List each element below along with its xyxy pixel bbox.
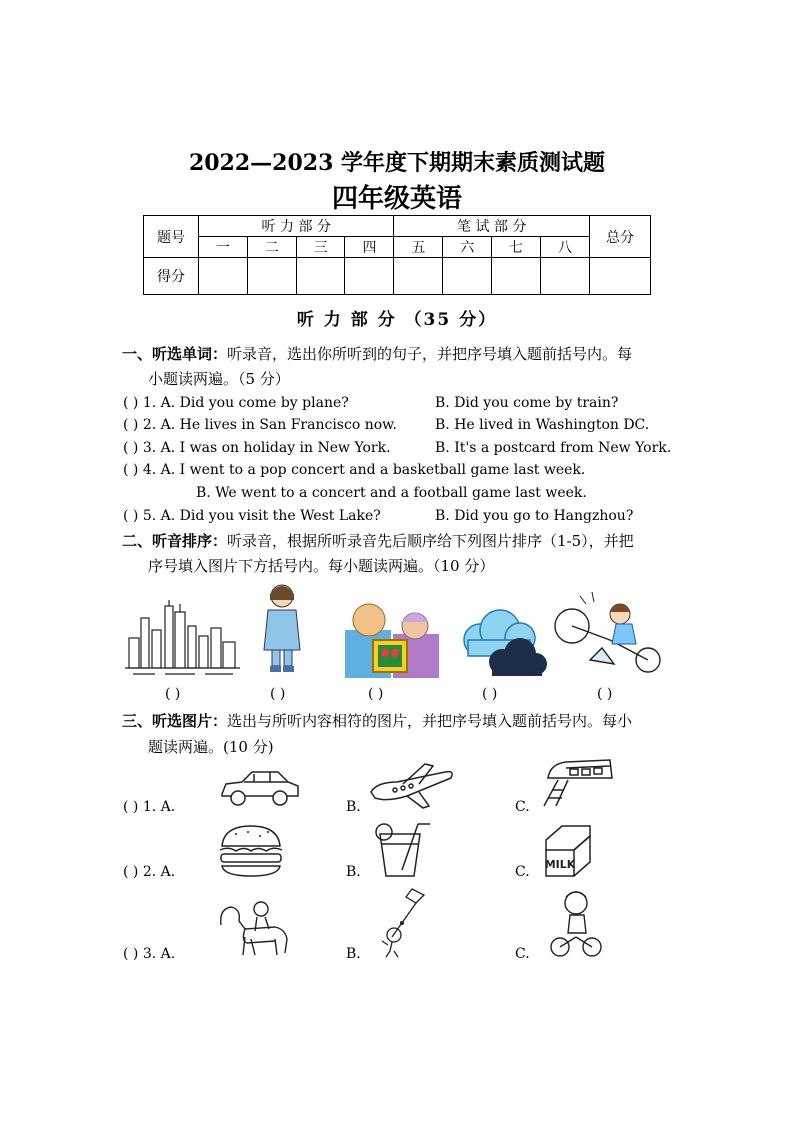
num-cell: 三 (296, 237, 345, 258)
part2-instr1: 听录音，根据所听录音先后顺序给下列图片排序（1-5），并把 (227, 532, 634, 550)
part2-line1 (122, 530, 634, 551)
plane-picture (367, 762, 457, 810)
order-bracket-1[interactable]: ( ) (165, 686, 181, 702)
milk-label: MILK (544, 858, 576, 871)
q5-a: ( ) 5. A. Did you visit the West Lake? (123, 508, 381, 524)
horse-rider-picture (215, 895, 295, 959)
order-bracket-4[interactable]: ( ) (482, 686, 498, 702)
boy-falling-picture (550, 590, 668, 676)
exam-title: 2022—2023 学年度下期期末素质测试题 (188, 150, 606, 176)
q5-b: B. Did you go to Hangzhou? (435, 508, 634, 524)
hamburger-picture (218, 824, 284, 878)
exam-subtitle: 四年级英语 (331, 184, 462, 214)
order-bracket-3[interactable]: ( ) (368, 686, 384, 702)
part3-heading: 三、听选图片： (122, 712, 228, 730)
q3-a: ( ) 3. A. I was on holiday in New York. (123, 440, 391, 456)
num-cell: 一 (199, 237, 248, 258)
grandparents-picture (345, 600, 441, 678)
q4-b: B. We went to a concert and a football game last week. (196, 485, 587, 501)
clouds-picture (458, 604, 550, 680)
boy-cycling-picture (548, 889, 604, 959)
score-blank[interactable] (590, 258, 651, 295)
score-blank[interactable] (540, 258, 589, 295)
score-blank[interactable] (443, 258, 492, 295)
score-blank[interactable] (492, 258, 541, 295)
total-cell: 总分 (590, 216, 651, 258)
order-bracket-5[interactable]: ( ) (597, 686, 613, 702)
num-cell: 四 (345, 237, 394, 258)
car-picture (218, 768, 302, 808)
score-table (143, 215, 651, 295)
defen-cell: 得分 (144, 258, 199, 295)
p3-q1-num: ( ) 1. A. (123, 799, 176, 815)
num-cell: 二 (247, 237, 296, 258)
kite-boy-picture (378, 887, 436, 959)
part1-line1 (122, 343, 632, 364)
part3-instr2: 题读两遍。(10 分) (148, 738, 274, 756)
listening-header: 听 力 部 分 (199, 216, 394, 237)
city-skyline-picture (125, 598, 240, 678)
q1-a: ( ) 1. A. Did you come by plane? (123, 395, 349, 411)
milk-picture (538, 822, 600, 878)
score-blank[interactable] (247, 258, 296, 295)
p3-q1-c: C. (515, 799, 530, 815)
p3-q2-num: ( ) 2. A. (123, 864, 176, 880)
q4-a: ( ) 4. A. I went to a pop concert and a basketball game last week. (123, 462, 586, 478)
q3-b: B. It's a postcard from New York. (435, 440, 672, 456)
train-picture (540, 756, 616, 808)
num-cell: 七 (492, 237, 541, 258)
juice-picture (372, 822, 434, 878)
part3-instr1: 选出与所听内容相符的图片，并把序号填入题前括号内。每小 (227, 712, 633, 730)
part2-instr2: 序号填入图片下方括号内。每小题读两遍。（10 分） (148, 557, 495, 575)
p3-q1-b: B. (346, 799, 361, 815)
q1-b: B. Did you come by train? (435, 395, 619, 411)
p3-q3-b: B. (346, 946, 361, 962)
part2-heading: 二、听音排序： (122, 532, 228, 550)
tihao-cell: 题号 (144, 216, 199, 258)
writing-header: 笔 试 部 分 (394, 216, 590, 237)
q2-a: ( ) 2. A. He lives in San Francisco now. (123, 417, 397, 433)
part1-instr1: 听录音，选出你所听到的句子，并把序号填入题前括号内。每 (227, 345, 633, 363)
q2-b: B. He lived in Washington DC. (435, 417, 650, 433)
part3-line1 (122, 710, 632, 731)
num-cell: 八 (540, 237, 589, 258)
order-bracket-2[interactable]: ( ) (270, 686, 286, 702)
p3-q2-c: C. (515, 864, 530, 880)
score-blank[interactable] (199, 258, 248, 295)
p3-q3-c: C. (515, 946, 530, 962)
score-blank[interactable] (296, 258, 345, 295)
num-cell: 五 (394, 237, 443, 258)
listening-section-title: 听 力 部 分 （35 分） (296, 310, 498, 330)
part1-instr2: 小题读两遍。（5 分） (148, 370, 290, 388)
p3-q2-b: B. (346, 864, 361, 880)
part1-heading: 一、听选单词： (122, 345, 228, 363)
score-blank[interactable] (394, 258, 443, 295)
p3-q3-num: ( ) 3. A. (123, 946, 176, 962)
score-blank[interactable] (345, 258, 394, 295)
girl-picture (252, 580, 312, 675)
num-cell: 六 (443, 237, 492, 258)
